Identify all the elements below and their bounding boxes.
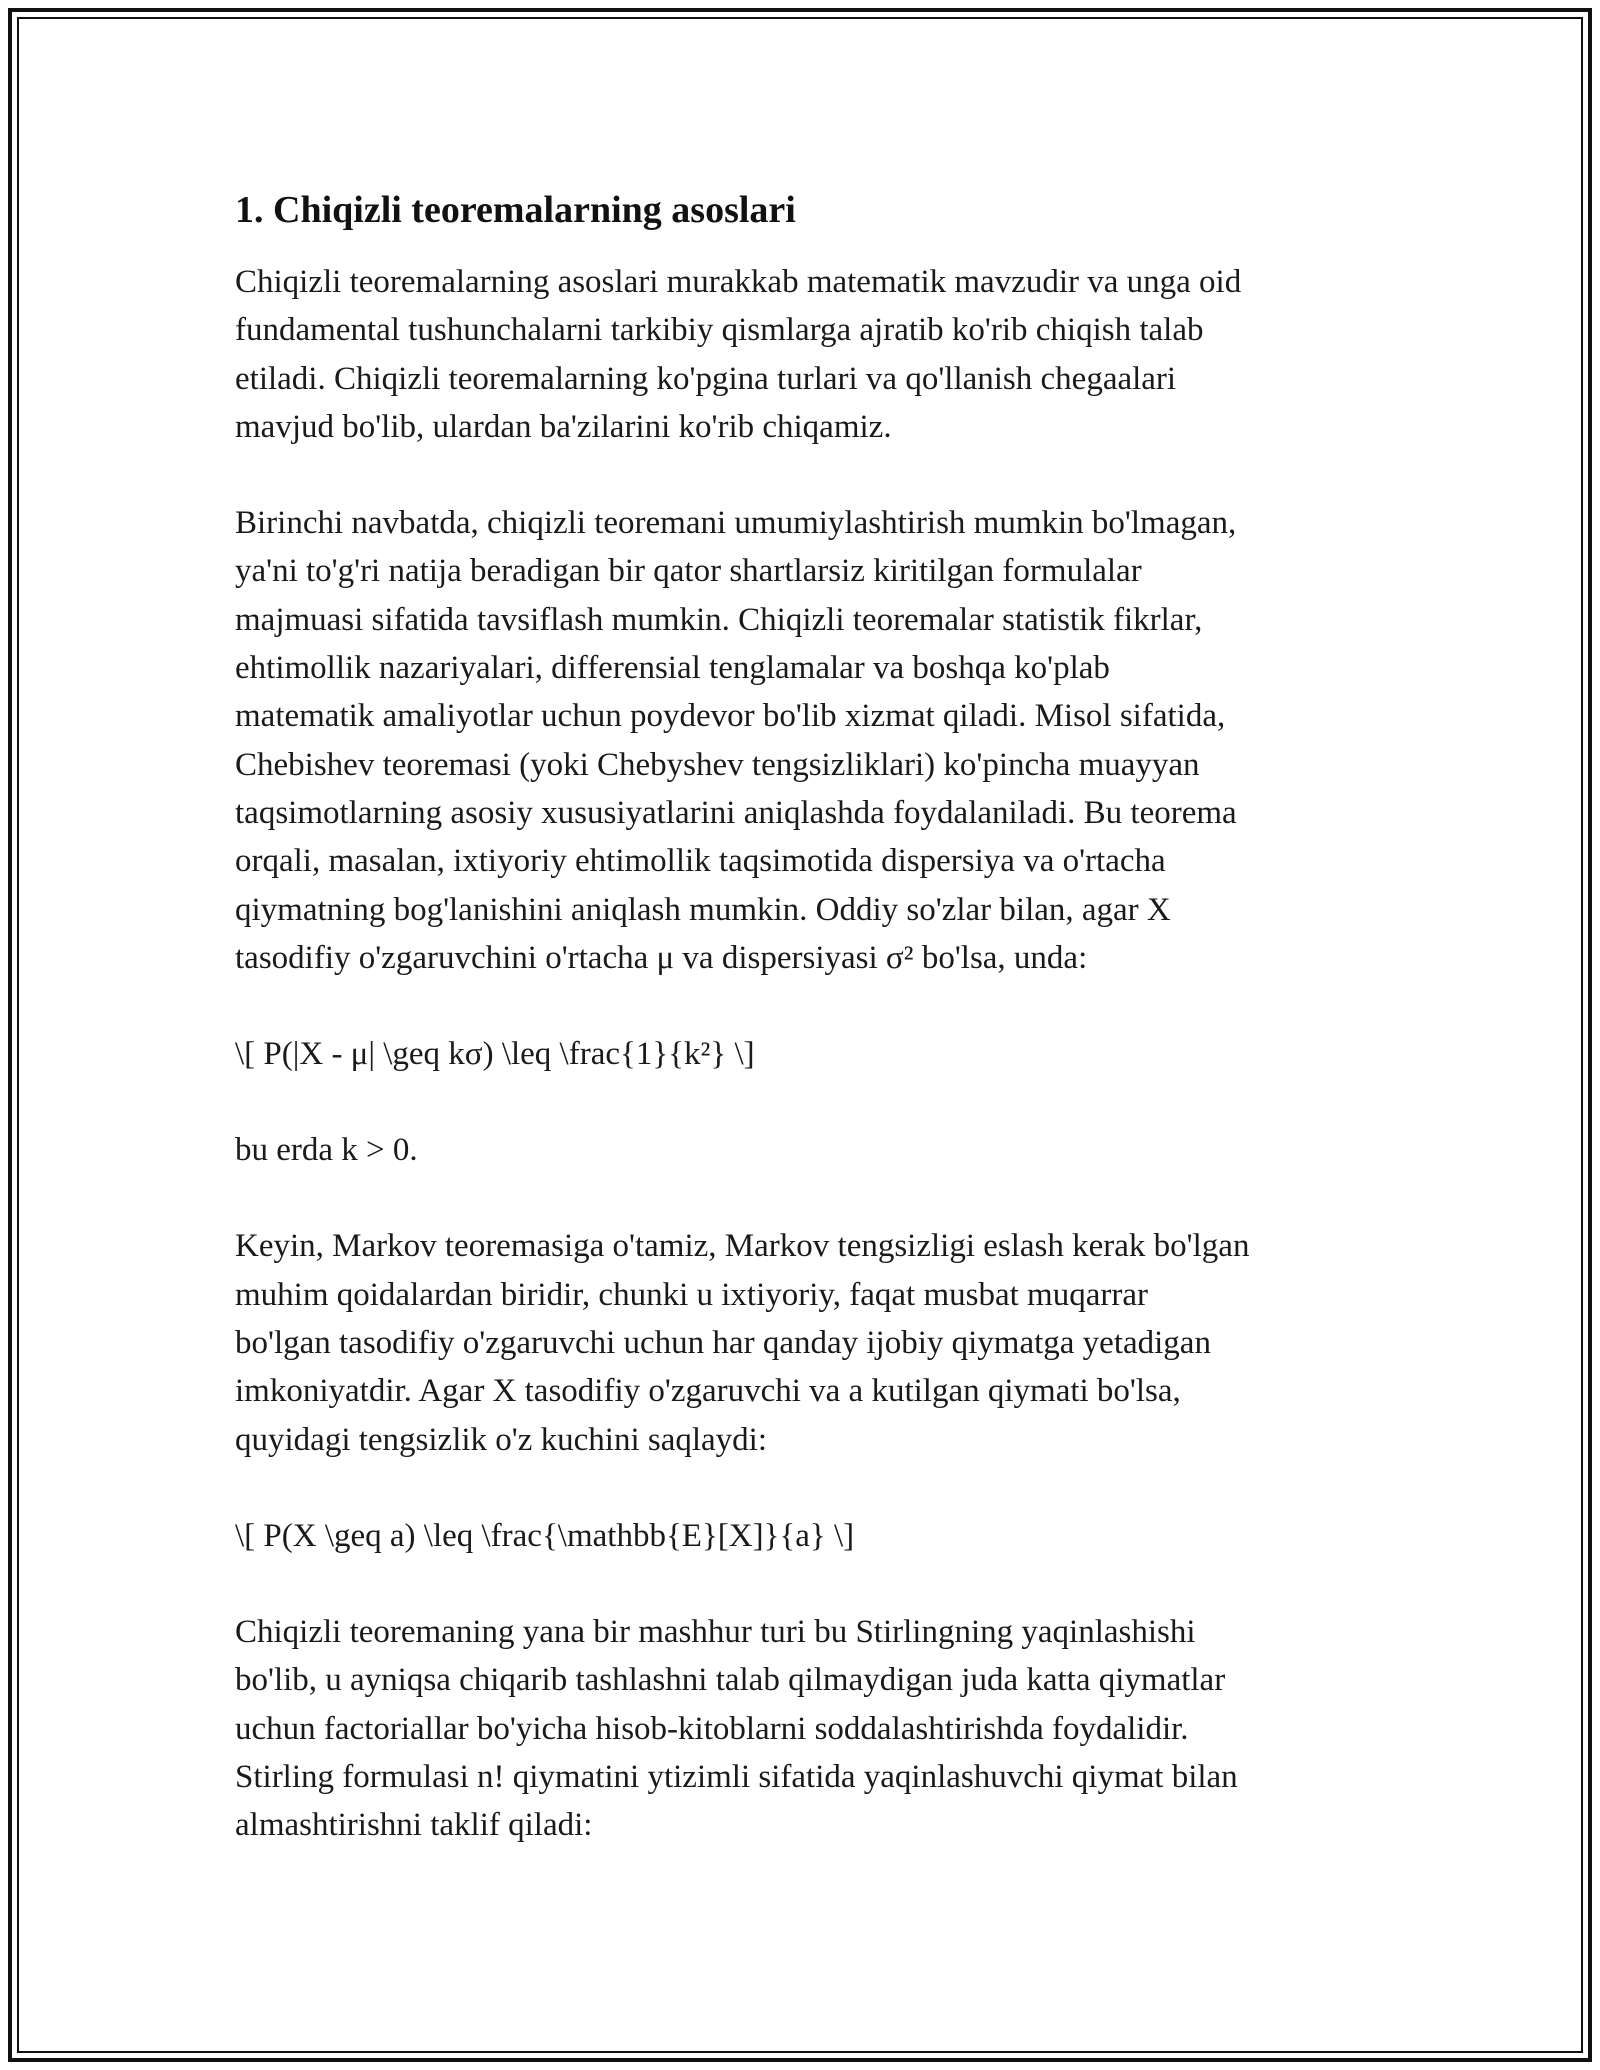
document-body	[235, 186, 1385, 1897]
paragraph-markov: Keyin, Markov teoremasiga o'tamiz, Markov tengsizligi eslash kerak bo'lgan muhim qoidalardan biridir, chunki u ixtiyoriy, faqat musbat muqarrar bo'lgan tasodifiy o'zgaruvchi uchun har qanday ijobiy qiymatga yetadigan imkoniyatdir. Agar X tasodifiy o'zgaruvchi va a kutilgan qiymati bo'lsa, quyidagi tengsizlik o'z kuchini saqlaydi:	[235, 1228, 1250, 1458]
paragraph-stirling: Chiqizli teoremaning yana bir mashhur turi bu Stirlingning yaqinlashishi bo'lib, u ayniqsa chiqarib tashlashni talab qilmaydigan juda katta qiymatlar uchun factoriallar bo'yicha hisob-kitoblarni soddalashtirishda foydalidir. Stirling formulasi n! qiymatini ytizimli sifatida yaqinlashuvchi qiymat bilan almashtirishni taklif qiladi:	[235, 1613, 1238, 1844]
section-heading: 1. Chiqizli teoremalarning asoslari	[235, 189, 796, 231]
paragraph-chebyshev: Birinchi navbatda, chiqizli teoremani umumiylashtirish mumkin bo'lmagan, ya'ni to'g'ri natija beradigan bir qator shartlarsiz kiritilgan formulalar majmuasi sifatida tavsiflash mumkin. Chiqizli teoremalar statistik fikrlar, ehtimollik nazariyalari, differensial tenglamalar va boshqa ko'plab matematik amaliyotlar uchun poydevor bo'lib xizmat qiladi. Misol sifatida, Chebishev teoremasi (yoki Chebyshev tengsizliklari) ko'pincha muayyan taqsimotlarning asosiy xususiyatlarini aniqlashda foydalaniladi. Bu teorema orqali, masalan, ixtiyoriy ehtimollik taqsimotida dispersiya va o'rtacha qiymatning bog'lanishini aniqlash mumkin. Oddiy so'zlar bilan, agar X tasodifiy o'zgaruvchini o'rtacha μ va dispersiyasi σ² bo'lsa, unda:	[235, 505, 1237, 976]
formula-markov: \[ P(X \geq a) \leq \frac{\mathbb{E}[X]}{a} \]	[235, 1517, 855, 1554]
paragraph-condition: bu erda k > 0.	[235, 1132, 418, 1169]
paragraph-intro: Chiqizli teoremalarning asoslari murakkab matematik mavzudir va unga oid fundamental tushunchalarni tarkibiy qismlarga ajratib ko'rib chiqish talab etiladi. Chiqizli teoremalarning ko'pgina turlari va qo'llanish chegaalari mavjud bo'lib, ulardan ba'zilarini ko'rib chiqamiz.	[235, 264, 1242, 445]
formula-chebyshev: \[ P(|X - μ| \geq kσ) \leq \frac{1}{k²} \]	[235, 1036, 755, 1073]
